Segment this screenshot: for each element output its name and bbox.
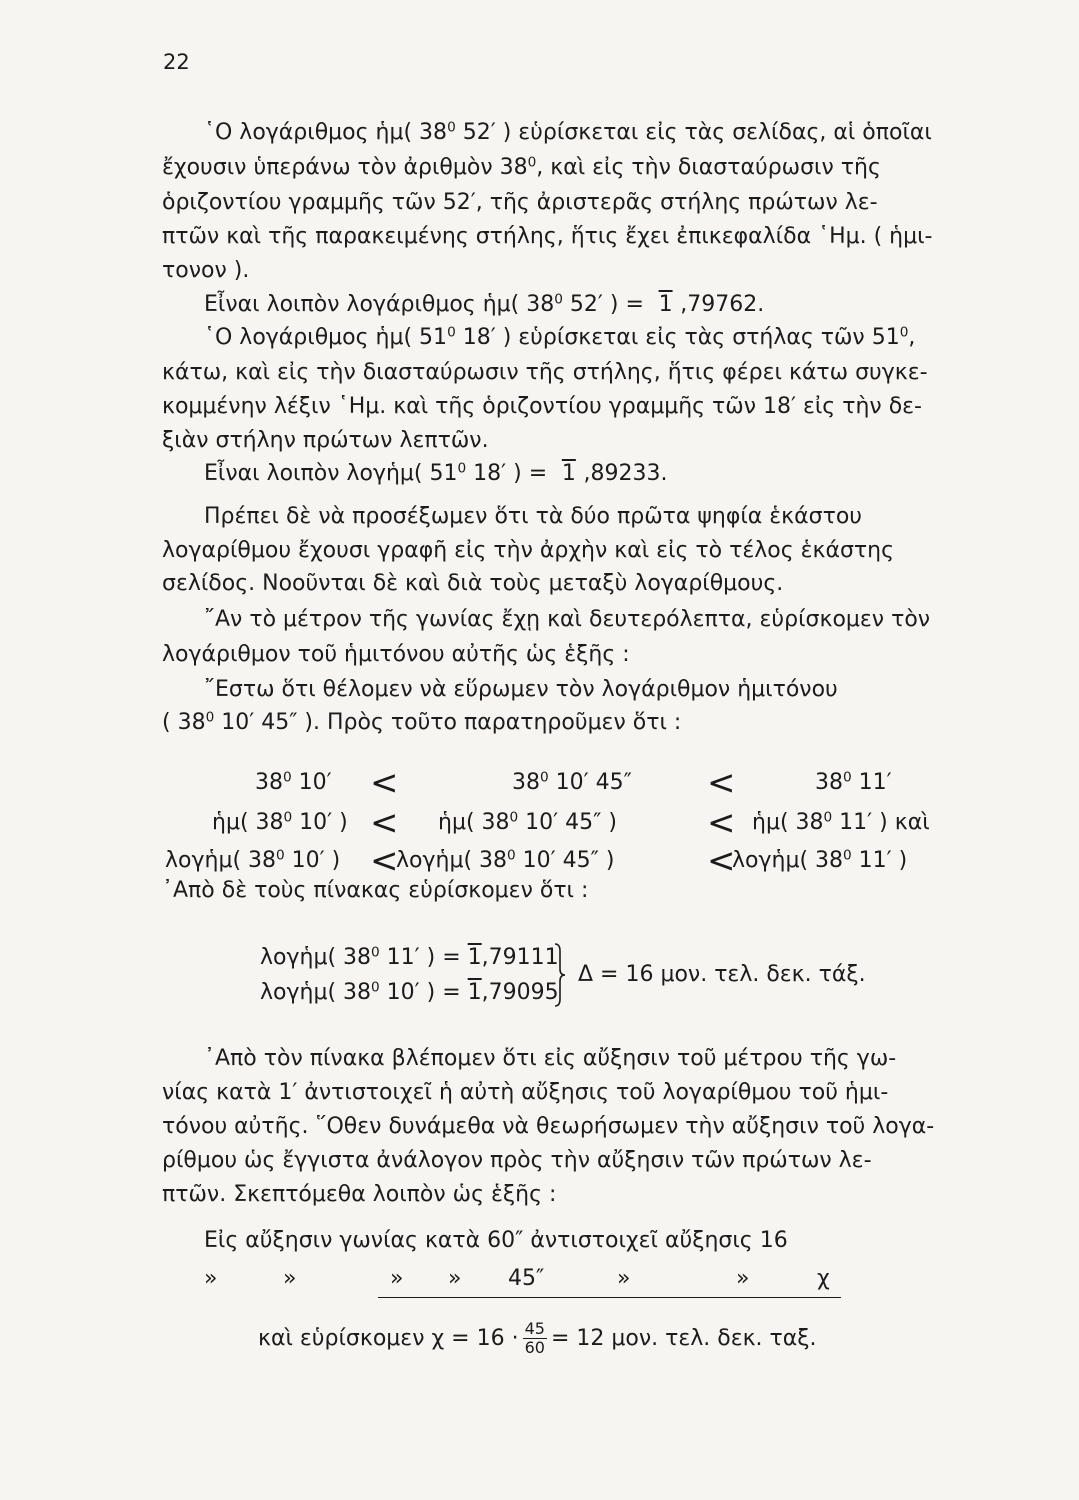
ditto-mark: » — [283, 1266, 297, 1291]
proportion-value-45: 45″ — [508, 1266, 545, 1291]
p1-line-3: ὁριζοντίου γραμμῆς τῶν 52′, τῆς ἀριστερᾶς στήλης πρώτων λε- — [162, 190, 878, 215]
lt-sign: < — [707, 763, 736, 803]
ineq-r2-right: ἡμ( $38^0$ 11′ ) καὶ — [752, 809, 930, 835]
final-line — [258, 1320, 817, 1357]
text: ἔχουσιν ὑπεράνω τὸν ἀριθμὸν $38^0$, καὶ εἰς τὴν διασταύρωσιν τῆς — [162, 154, 881, 180]
p3-line-1: Πρέπει δὲ νὰ προσέξωμεν ὅτι τὰ δύο πρῶτα ψηφία ἑκάστου — [204, 504, 863, 529]
ditto-mark: » — [617, 1266, 631, 1291]
ditto-mark: » — [736, 1266, 750, 1291]
p3-line-3: σελίδος. Νοοῦνται δὲ καὶ διὰ τοὺς μεταξὺ λογαρίθμους. — [162, 571, 784, 596]
ineq-r1-right: $38^0$ 11′ — [815, 769, 892, 795]
result-line-2: Εἶναι λοιπὸν λογἡμ( $51^0$ 18′ ) = 1 ,89233. — [204, 460, 668, 486]
p5-line-2: ( $38^0$ 10′ 45″ ). Πρὸς τοῦτο παρατηροῦμεν ὅτι : — [162, 709, 682, 735]
lt-sign: < — [707, 803, 736, 843]
p6-line-1: ᾿Απὸ τὸν πίνακα βλέπομεν ὅτι εἰς αὔξησιν τοῦ μέτρου τῆς γω- — [204, 1046, 897, 1071]
ineq-r3-right: λογἡμ( $38^0$ 11′ ) — [732, 847, 908, 873]
p6-line-5: πτῶν. Σκεπτόμεθα λοιπὸν ὡς ἑξῆς : — [162, 1182, 557, 1207]
p2-line-1: ῾Ο λογάριθμος ἡμ( $51^0$ 18′ ) εὑρίσκεται εἰς τὰς στήλας τῶν $51^0$, — [204, 324, 916, 350]
p1-line-5: τονον ). — [162, 258, 250, 283]
ineq-r2-left: ἡμ( $38^0$ 10′ ) — [212, 809, 348, 835]
proportion-rule — [378, 1297, 841, 1298]
ineq-r1-left: $38^0$ 10′ — [255, 769, 332, 795]
text: ῾Ο λογάριθμος ἡμ( $38^0$ 52′ ) εὑρίσκεται εἰς τὰς σελίδας, αἱ ὁποῖαι — [204, 119, 932, 145]
ditto-mark: » — [390, 1266, 404, 1291]
fraction-denominator: 60 — [524, 1338, 545, 1357]
tables-line: ᾿Απὸ δὲ τοὺς πίνακας εὑρίσκομεν ὅτι : — [162, 878, 589, 903]
right-brace-icon — [553, 943, 567, 1007]
p6-line-4: ρίθμου ὡς ἔγγιστα ἀνάλογον πρὸς τὴν αὔξησιν τῶν πρώτων λε- — [162, 1148, 872, 1173]
final-suffix: = 12 μον. τελ. δεκ. ταξ. — [550, 1325, 817, 1351]
p2-line-2: κάτω, καὶ εἰς τὴν διασταύρωσιν τῆς στήλης, ἥτις φέρει κάτω συγκε- — [162, 360, 928, 385]
proportion-line-1: Εἰς αὔξησιν γωνίας κατὰ 60″ ἀντιστοιχεῖ αὔξησις 16 — [204, 1228, 788, 1253]
p6-line-3: τόνου αὐτῆς. ῞Οθεν δυνάμεθα νὰ θεωρήσωμεν τὴν αὔξησιν τοῦ λογα- — [162, 1114, 935, 1139]
p4-line-1: ῎Αν τὸ μέτρον τῆς γωνίας ἔχῃ καὶ δευτερόλεπτα, εὑρίσκομεν τὸν — [204, 607, 931, 632]
p1-line-1 — [204, 118, 958, 148]
lt-sign: < — [370, 841, 399, 881]
p1-line-4: πτῶν καὶ τῆς παρακειμένης στήλης, ἥτις ἔχει ἐπικεφαλίδα ῾Ημ. ( ἡμι- — [162, 224, 933, 249]
ditto-mark: » — [204, 1266, 218, 1291]
fraction-numerator: 45 — [524, 1319, 545, 1338]
p2-line-3: κομμένην λέξιν ῾Ημ. καὶ τῆς ὁριζοντίου γραμμῆς τῶν 18′ εἰς τὴν δε- — [162, 394, 922, 419]
ditto-mark: » — [448, 1266, 462, 1291]
fraction — [523, 1320, 547, 1357]
proportion-variable-x: χ — [817, 1266, 830, 1291]
brace-line-1: λογἡμ( $38^0$ 11′ ) = 1,79111 — [260, 944, 559, 970]
result-line-1: Εἶναι λοιπὸν λογάριθμος ἡμ( $38^0$ 52′ ) = 1 ,79762. — [204, 291, 765, 317]
p6-line-2: νίας κατὰ 1′ ἀντιστοιχεῖ ἡ αὐτὴ αὔξησις τοῦ λογαρίθμου τοῦ ἡμι- — [162, 1080, 889, 1105]
p3-line-2: λογαρίθμου ἔχουσι γραφῆ εἰς τὴν ἀρχὴν καὶ εἰς τὸ τέλος ἑκάστης — [162, 538, 895, 563]
p5-line-1: ῎Εστω ὅτι θέλομεν νὰ εὕρωμεν τὸν λογάριθμον ἡμιτόνου — [204, 677, 838, 702]
lt-sign: < — [370, 803, 399, 843]
ineq-r2-mid: ἡμ( $38^0$ 10′ 45″ ) — [438, 809, 617, 835]
ineq-r1-mid: $38^0$ 10′ 45″ — [512, 769, 632, 795]
p1-line-2 — [162, 153, 958, 183]
p2-line-4: ξιὰν στήλην πρώτων λεπτῶν. — [162, 428, 489, 453]
final-prefix: καὶ εὑρίσκομεν χ = 16 · — [258, 1325, 519, 1351]
p4-line-2: λογάριθμον τοῦ ἡμιτόνου αὐτῆς ὡς ἑξῆς : — [162, 642, 630, 667]
ineq-r3-mid: λογἡμ( $38^0$ 10′ 45″ ) — [396, 847, 615, 873]
ineq-r3-left: λογἡμ( $38^0$ 10′ ) — [165, 847, 341, 873]
lt-sign: < — [370, 763, 399, 803]
brace-line-2: λογἡμ( $38^0$ 10′ ) = 1,79095 — [260, 979, 559, 1005]
page-number: 22 — [163, 50, 190, 74]
delta-text: Δ = 16 μον. τελ. δεκ. τάξ. — [578, 962, 866, 987]
lt-sign: < — [707, 841, 736, 881]
